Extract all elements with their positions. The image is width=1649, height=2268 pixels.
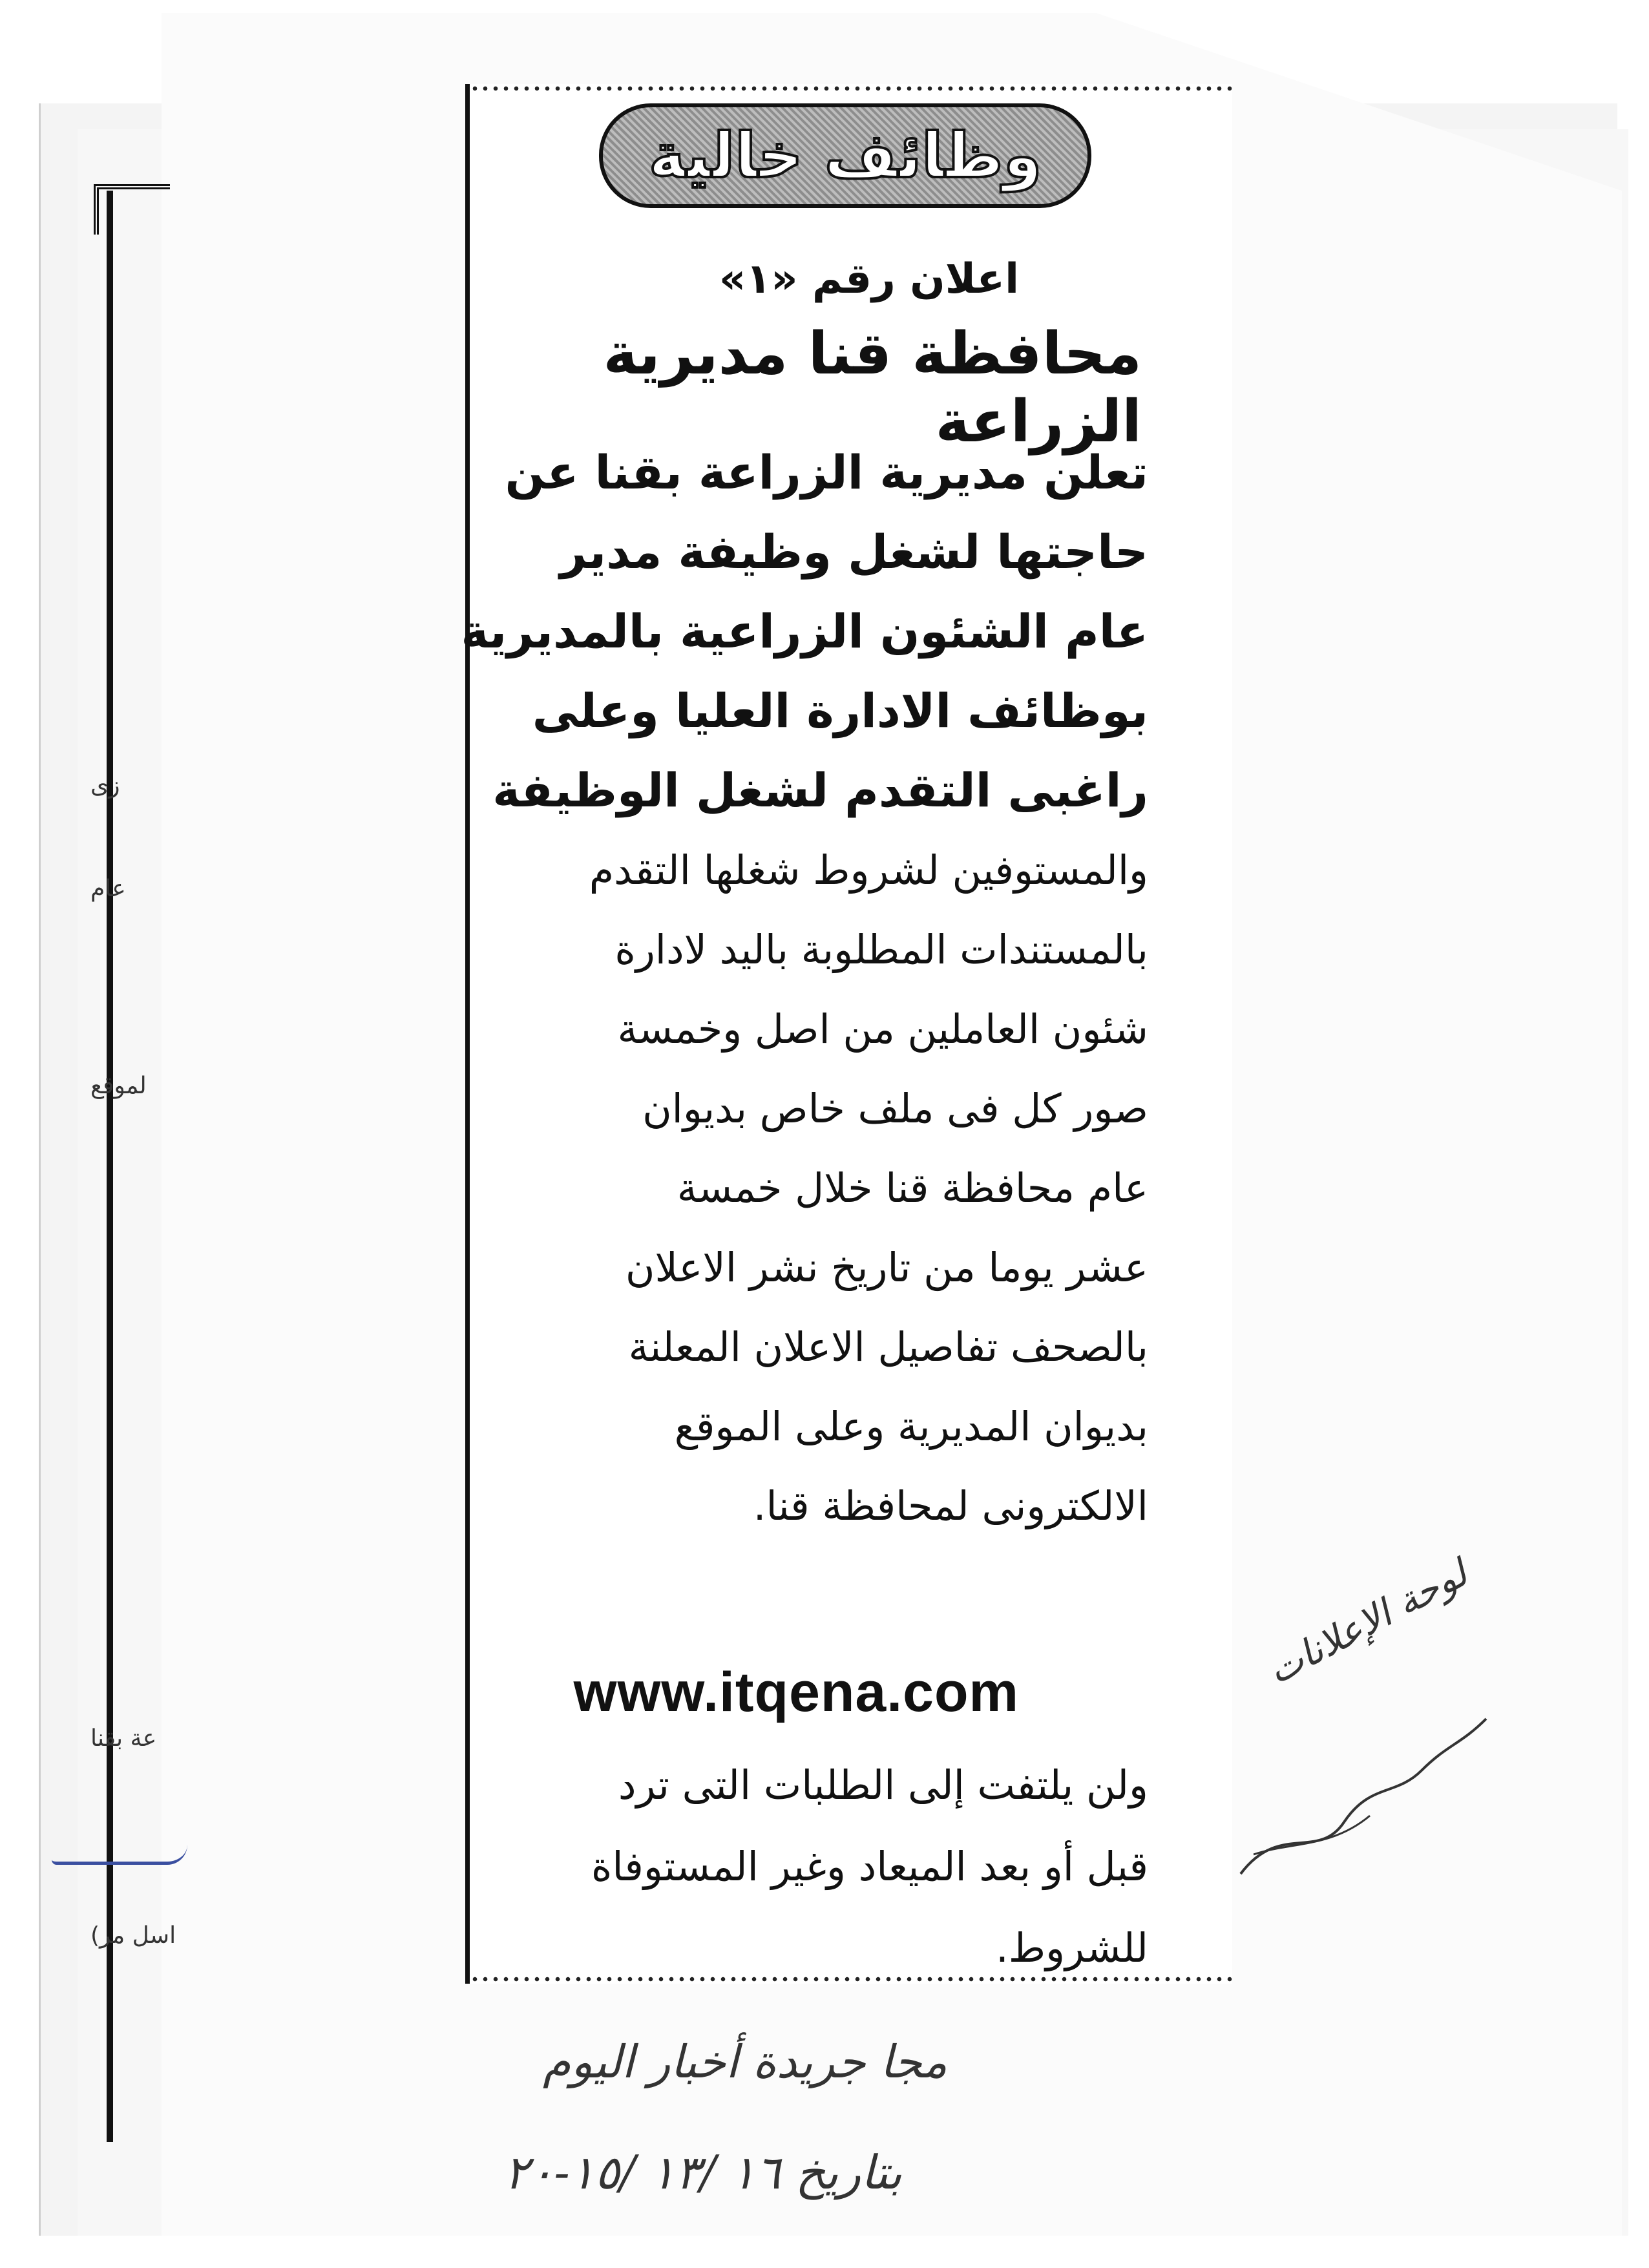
dotted-border-bottom xyxy=(470,1975,1232,1984)
body-line: شئون العاملين من اصل وخمسة xyxy=(617,1005,1148,1053)
body-line: بالصحف تفاصيل الاعلان المعلنة xyxy=(628,1323,1148,1370)
ad-heading: محافظة قنا مديرية الزراعة xyxy=(603,320,1142,456)
body-line: عشر يوما من تاريخ نشر الاعلان xyxy=(625,1244,1148,1291)
letter-fragment: عام xyxy=(90,876,126,902)
body-line: تعلن مديرية الزراعة بقنا عن xyxy=(505,445,1148,499)
ad-notice xyxy=(502,1745,1148,1989)
body-line: عام محافظة قنا خلال خمسة xyxy=(677,1164,1148,1212)
body-line: بالمستندات المطلوبة باليد لادارة xyxy=(614,926,1148,973)
body-line: عام الشئون الزراعية بالمديرية xyxy=(461,604,1148,658)
signature-stroke xyxy=(52,1845,187,1865)
dotted-border-top xyxy=(470,84,1232,93)
body-line: الالكترونى لمحافظة قنا. xyxy=(753,1482,1148,1529)
handwritten-newspaper-name: مجا جريدة أخبار اليوم xyxy=(543,2035,947,2088)
handwritten-signature xyxy=(1228,1693,1499,1887)
handwritten-side-note: لوحة الإعلانات xyxy=(1260,1551,1475,1694)
handwritten-date: بتاريخ ١٦ /١٣ /١٥-٢٠ xyxy=(504,2145,902,2200)
website-url: www.itqena.com xyxy=(573,1661,1019,1723)
body-line: بوظائف الادارة العليا وعلى xyxy=(532,684,1148,738)
notice-line: قبل أو بعد الميعاد وغير المستوفاة xyxy=(591,1843,1148,1890)
section-banner xyxy=(599,103,1091,208)
body-line: والمستوفين لشروط شغلها التقدم xyxy=(589,846,1148,894)
body-line: راغبى التقدم لشغل الوظيفة xyxy=(492,763,1148,817)
notice-line: للشروط. xyxy=(996,1924,1148,1971)
letter-fragment: زى xyxy=(90,772,120,799)
newspaper-clipping xyxy=(461,84,1232,1984)
body-line: صور كل فى ملف خاص بديوان xyxy=(642,1085,1148,1132)
banner-title: وظائف خالية xyxy=(648,120,1042,192)
letter-fragment: اسل مر) xyxy=(90,1922,176,1949)
ad-body xyxy=(461,433,1148,1546)
body-line: حاجتها لشغل وظيفة مدير xyxy=(560,525,1148,579)
body-line: بديوان المديرية وعلى الموقع xyxy=(674,1403,1148,1450)
letter-fragment: عة بقنا xyxy=(90,1725,157,1752)
letter-fragment: لموقع xyxy=(90,1073,147,1099)
notice-line: ولن يلتفت إلى الطلبات التى ترد xyxy=(618,1761,1148,1809)
ad-number: اعلان رقم «١» xyxy=(719,255,1019,303)
